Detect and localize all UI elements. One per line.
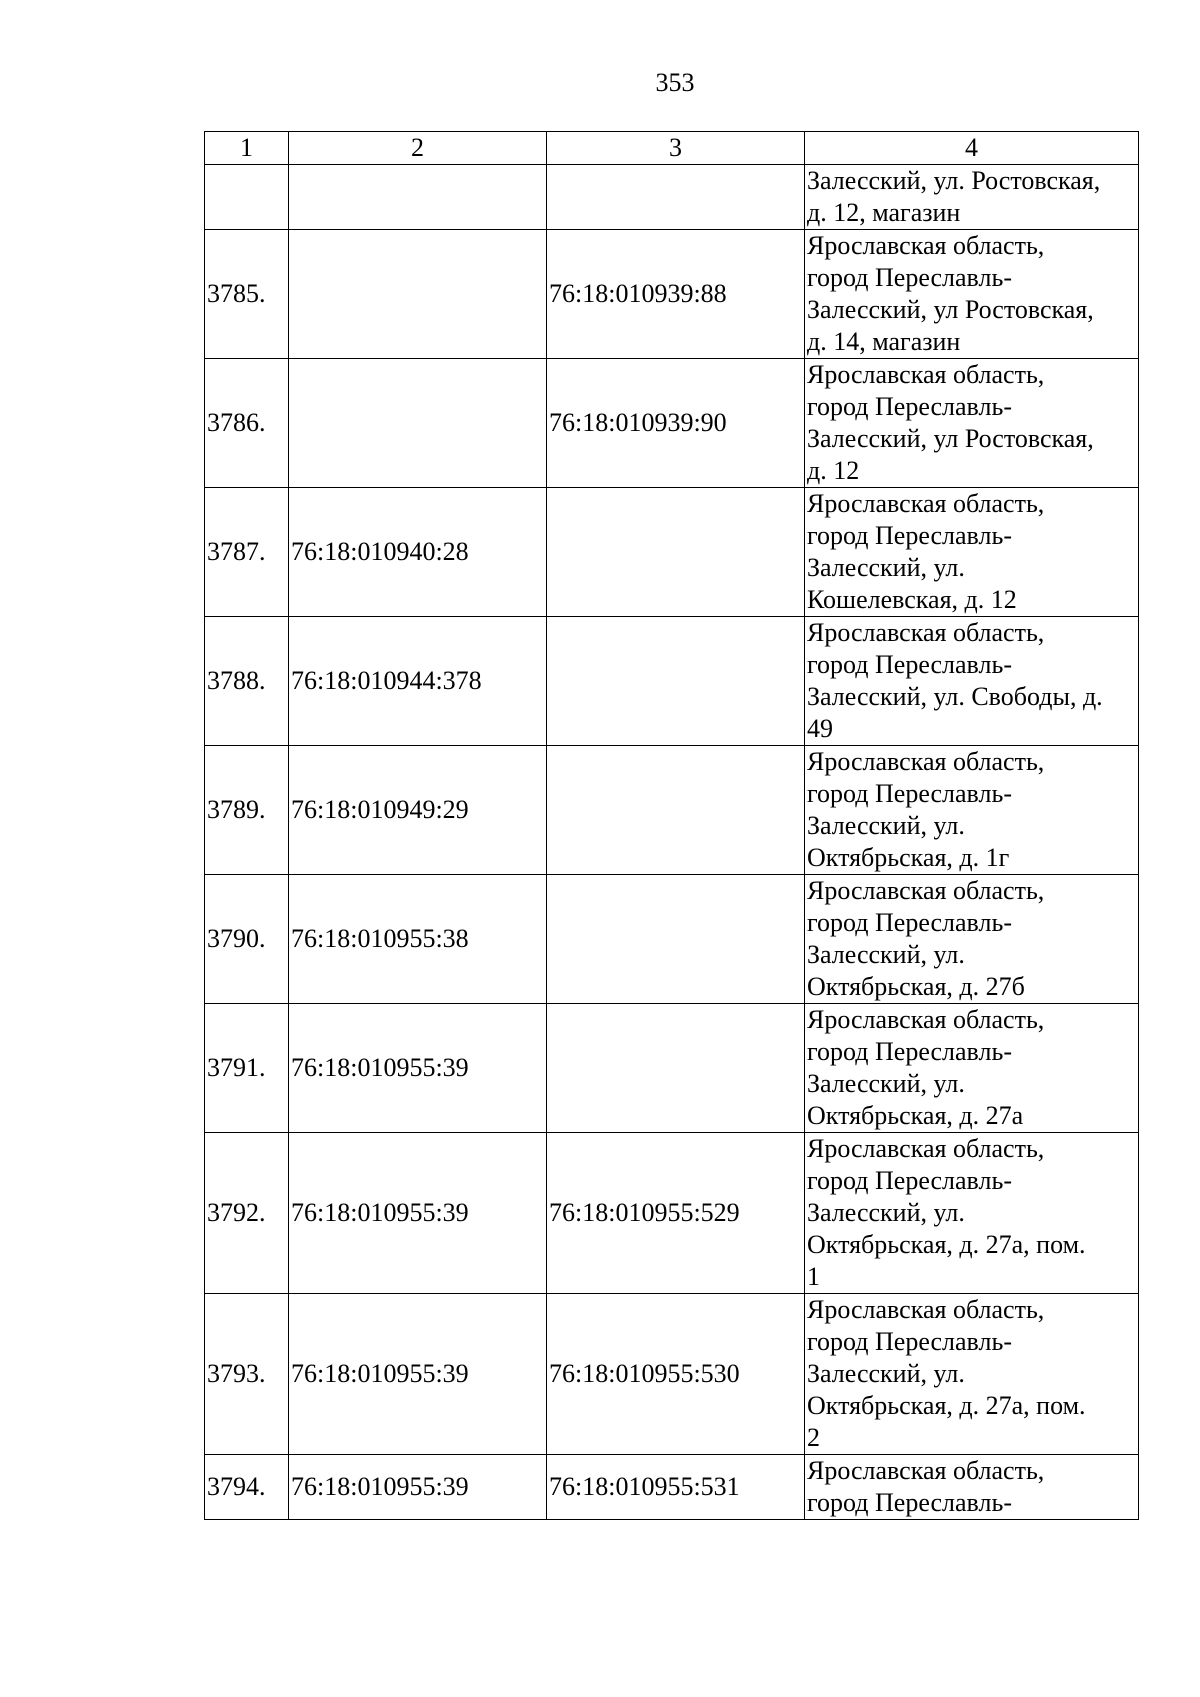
table-row [205,1294,1139,1455]
registry-table [204,131,1139,1520]
table-row [205,1133,1139,1294]
table-row [205,488,1139,617]
row-number-cell: 3794. [205,1455,289,1520]
cadastral-number-cell: 76:18:010939:90 [547,359,805,488]
cadastral-number-cell: 76:18:010955:38 [289,875,547,1004]
address-cell: Залесский, ул. Ростовская, д. 12, магазин [805,165,1139,230]
column-header-3: 3 [547,132,805,165]
cadastral-number-cell [547,165,805,230]
address-cell: Ярославская область, город Переславль- Залесский, ул. Октябрьская, д. 27а [805,1004,1139,1133]
cadastral-number-cell: 76:18:010955:39 [289,1133,547,1294]
cadastral-number-cell [547,617,805,746]
row-number-cell: 3787. [205,488,289,617]
row-number-cell: 3792. [205,1133,289,1294]
cadastral-number-cell [289,359,547,488]
table-row [205,165,1139,230]
cadastral-number-cell: 76:18:010955:530 [547,1294,805,1455]
column-header-4: 4 [805,132,1139,165]
cadastral-number-cell: 76:18:010944:378 [289,617,547,746]
cadastral-number-cell: 76:18:010940:28 [289,488,547,617]
cadastral-number-cell [547,488,805,617]
row-number-cell: 3786. [205,359,289,488]
row-number-cell: 3790. [205,875,289,1004]
address-cell: Ярославская область, город Переславль- Залесский, ул. Октябрьская, д. 1г [805,746,1139,875]
cadastral-number-cell [289,165,547,230]
cadastral-number-cell [547,875,805,1004]
address-cell: Ярославская область, город Переславль- Залесский, ул. Октябрьская, д. 27б [805,875,1139,1004]
address-cell: Ярославская область, город Переславль- Залесский, ул. Свободы, д. 49 [805,617,1139,746]
row-number-cell: 3788. [205,617,289,746]
address-cell: Ярославская область, город Переславль- Залесский, ул. Октябрьская, д. 27а, пом. 1 [805,1133,1139,1294]
cadastral-number-cell: 76:18:010955:529 [547,1133,805,1294]
table-row [205,359,1139,488]
row-number-cell: 3791. [205,1004,289,1133]
cadastral-number-cell: 76:18:010949:29 [289,746,547,875]
row-number-cell [205,165,289,230]
cadastral-number-cell: 76:18:010955:39 [289,1004,547,1133]
column-header-2: 2 [289,132,547,165]
page-number: 353 [655,68,695,97]
address-cell: Ярославская область, город Переславль- Залесский, ул Ростовская, д. 12 [805,359,1139,488]
column-header-1: 1 [205,132,289,165]
table-row [205,746,1139,875]
address-cell: Ярославская область, город Переславль- Залесский, ул Ростовская, д. 14, магазин [805,230,1139,359]
cadastral-number-cell: 76:18:010955:531 [547,1455,805,1520]
cadastral-number-cell [547,1004,805,1133]
table-row [205,1455,1139,1520]
table-row [205,230,1139,359]
cadastral-number-cell: 76:18:010955:39 [289,1455,547,1520]
table-header-row [205,132,1139,165]
row-number-cell: 3785. [205,230,289,359]
row-number-cell: 3789. [205,746,289,875]
address-cell: Ярославская область, город Переславль- [805,1455,1139,1520]
cadastral-number-cell: 76:18:010939:88 [547,230,805,359]
address-cell: Ярославская область, город Переславль- Залесский, ул. Кошелевская, д. 12 [805,488,1139,617]
cadastral-number-cell: 76:18:010955:39 [289,1294,547,1455]
address-cell: Ярославская область, город Переславль- Залесский, ул. Октябрьская, д. 27а, пом. 2 [805,1294,1139,1455]
cadastral-number-cell [547,746,805,875]
table-row [205,875,1139,1004]
table-row [205,617,1139,746]
table-row [205,1004,1139,1133]
cadastral-number-cell [289,230,547,359]
row-number-cell: 3793. [205,1294,289,1455]
